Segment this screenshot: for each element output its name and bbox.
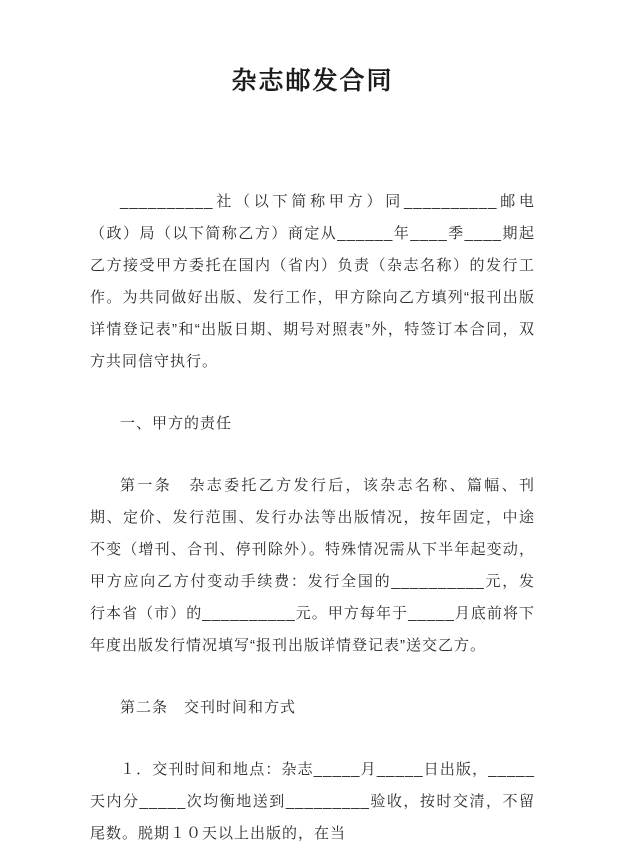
contract-title: 杂志邮发合同 <box>231 67 394 95</box>
clause-2-item-1-paragraph: １．交刊时间和地点：杂志_____月_____日出版，_____天内分_____次均衡地送到_________验收，按时交清，不留尾数。脱期１０天以上出版的，在当 <box>90 761 535 842</box>
intro-paragraph: __________社（以下简称甲方）同__________邮电（政）局（以下简称乙方）商定从______年____季____期起乙方接受甲方委托在国内（省内）负责（杂志名称）的发行工作。为共同做好出版、发行工作，甲方除向乙方填列“报刊出版详情登记表”和“出版日期、期号对照表”外，特签订本合同，双方共同信守执行。 <box>90 193 535 370</box>
clause-1-paragraph: 第一条 杂志委托乙方发行后，该杂志名称、篇幅、刊期、定价、发行范围、发行办法等出版情况，按年固定，中途不变（增刊、合刊、停刊除外）。特殊情况需从下半年起变动，甲方应向乙方付变动手续费：发行全国的__________元，发行本省（市）的__________元。甲方每年于_____月底前将下年度出版发行情况填写“报刊出版详情登记表”送交乙方。 <box>90 477 535 654</box>
section-heading-party-a-duties: 一、甲方的责任 <box>120 415 233 432</box>
clause-2-heading: 第二条 交刊时间和方式 <box>120 699 297 716</box>
